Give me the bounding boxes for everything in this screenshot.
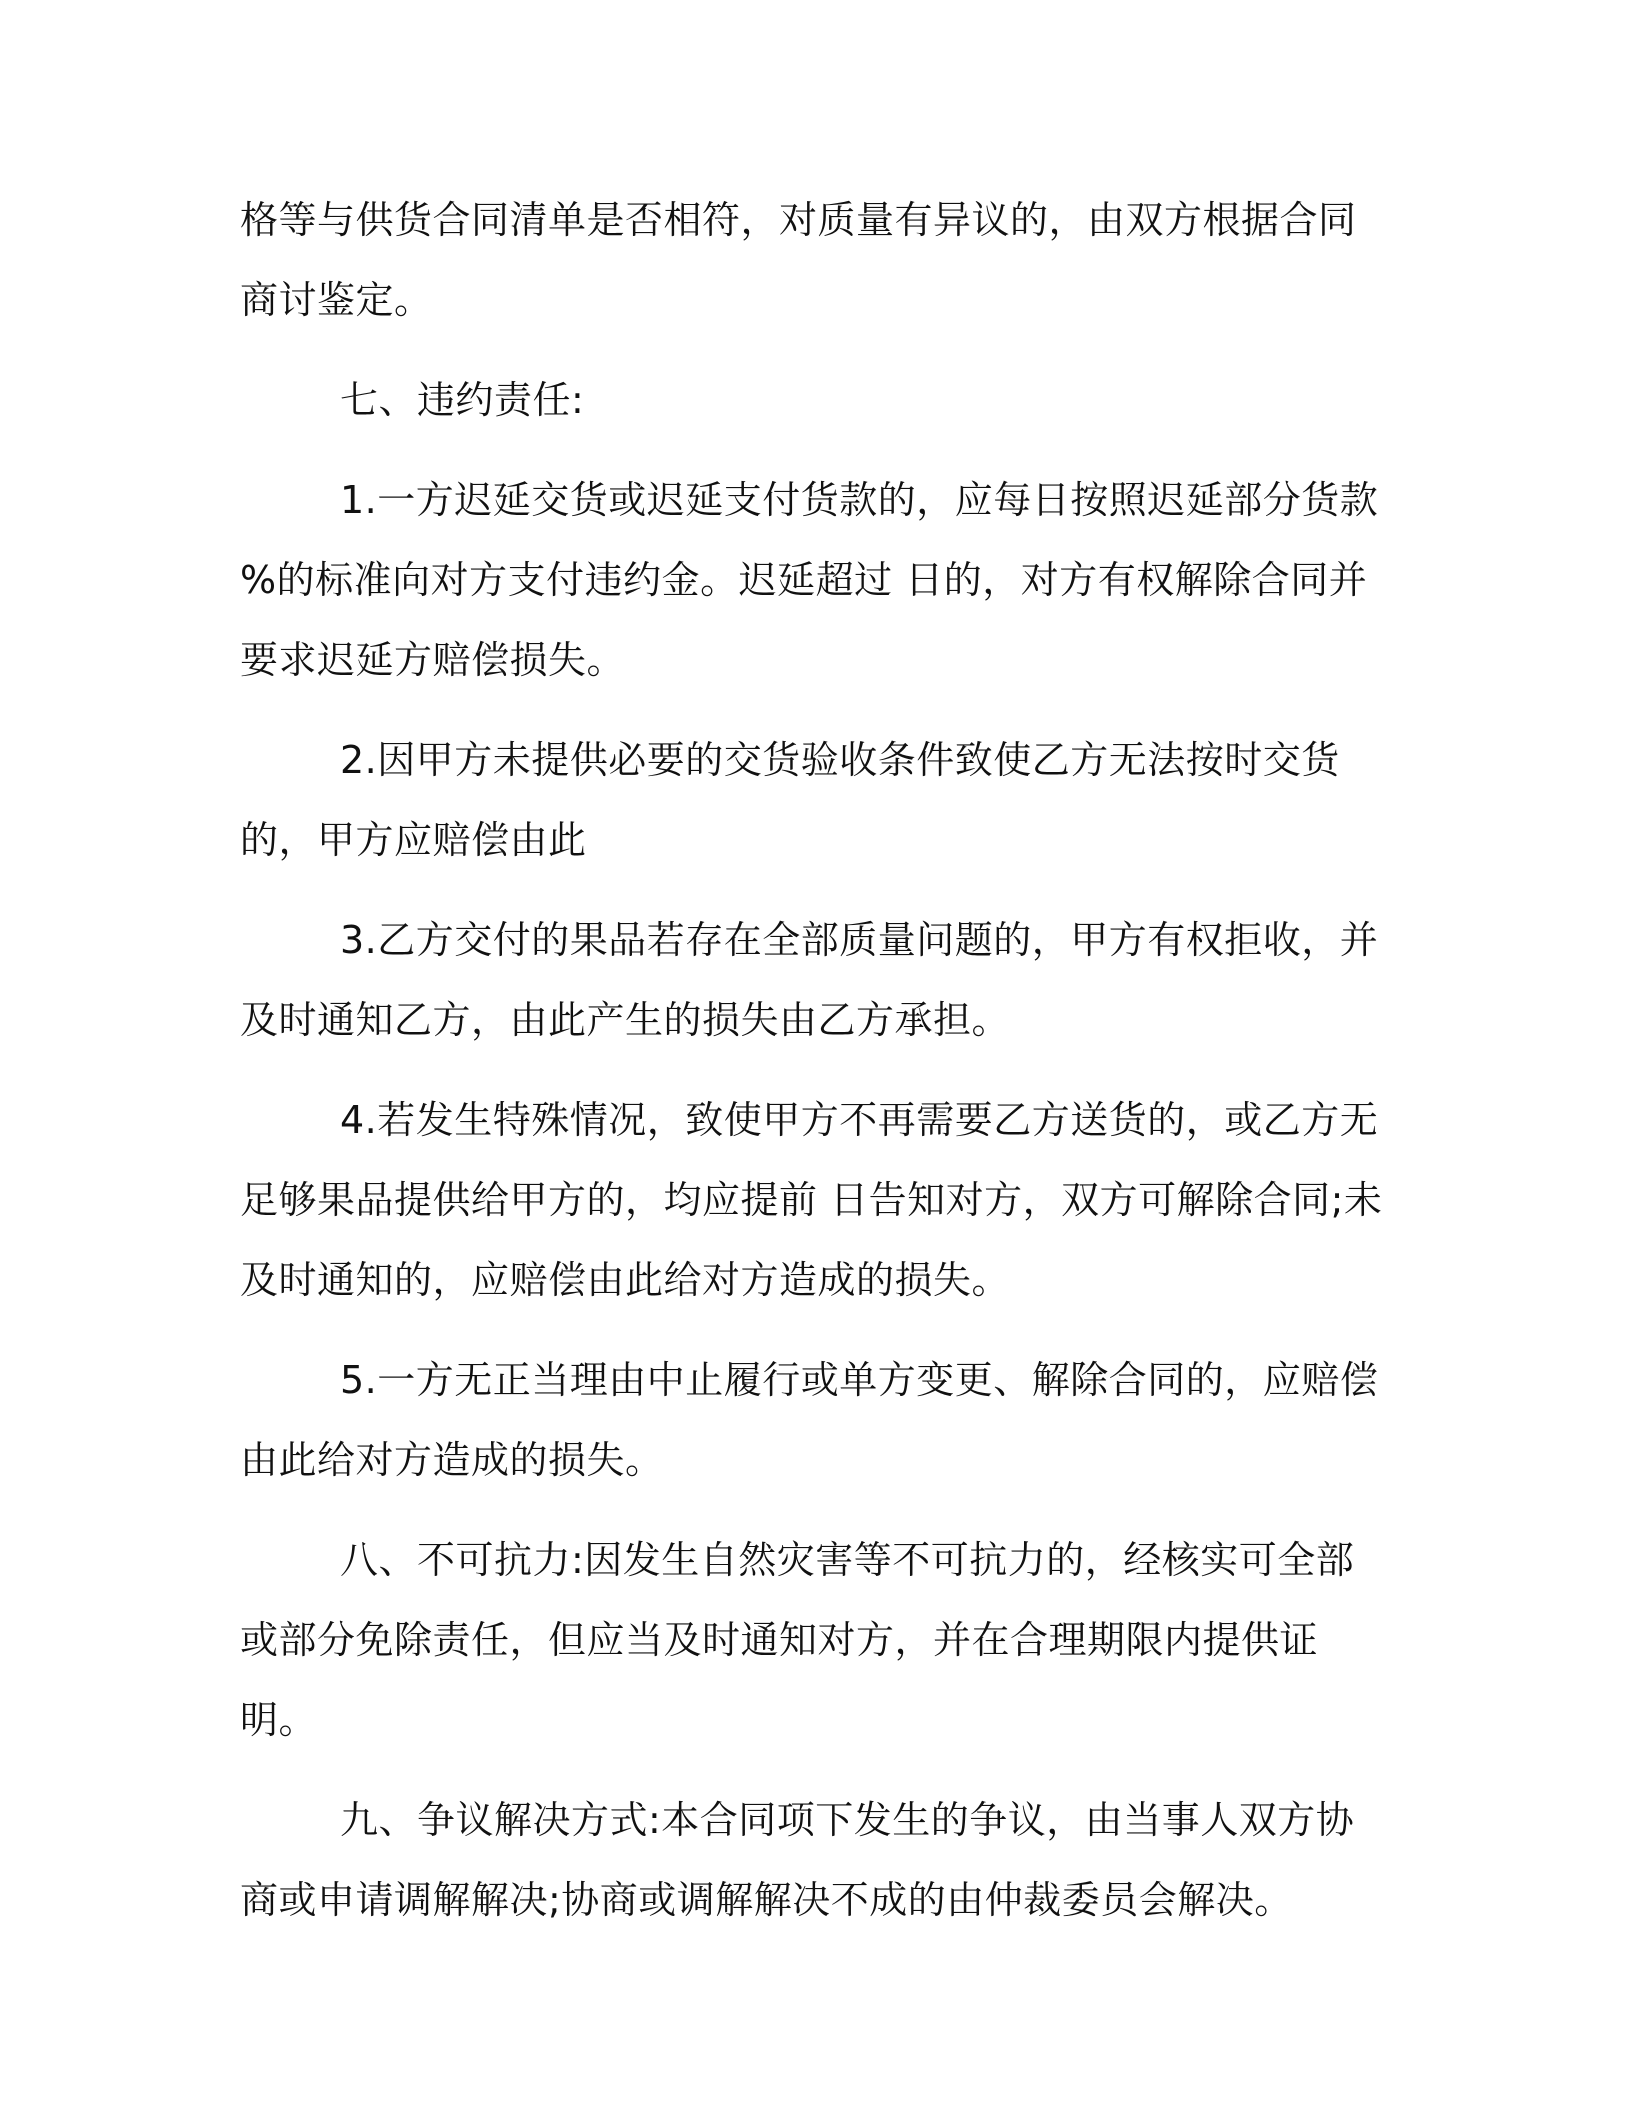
clause-4-special-circumstances: 4.若发生特殊情况，致使甲方不再需要乙方送货的，或乙方无足够果品提供给甲方的，均应提前 日告知对方，双方可解除合同;未及时通知的，应赔偿由此给对方造成的损失。	[240, 1098, 1383, 1302]
section-dispute-resolution: 九、争议解决方式:本合同项下发生的争议，由当事人双方协商或申请调解解决;协商或调解解决不成的由仲裁委员会解决。	[240, 1798, 1355, 1922]
section-heading-breach-liability: 七、违约责任:	[340, 378, 585, 422]
paragraph-continuation: 格等与供货合同清单是否相符，对质量有异议的，由双方根据合同商讨鉴定。	[240, 198, 1357, 322]
clause-2-acceptance-conditions: 2.因甲方未提供必要的交货验收条件致使乙方无法按时交货的，甲方应赔偿由此	[240, 738, 1340, 862]
clause-5-termination: 5.一方无正当理由中止履行或单方变更、解除合同的，应赔偿由此给对方造成的损失。	[240, 1358, 1379, 1482]
clause-3-quality-issues: 3.乙方交付的果品若存在全部质量问题的，甲方有权拒收，并及时通知乙方，由此产生的损失由乙方承担。	[240, 918, 1379, 1042]
section-force-majeure: 八、不可抗力:因发生自然灾害等不可抗力的，经核实可全部或部分免除责任，但应当及时通知对方，并在合理期限内提供证明。	[240, 1538, 1355, 1742]
clause-1-delay: 1.一方迟延交货或迟延支付货款的，应每日按照迟延部分货款 %的标准向对方支付违约金。迟延超过 日的，对方有权解除合同并要求迟延方赔偿损失。	[240, 478, 1391, 682]
document-body	[240, 180, 1390, 1940]
